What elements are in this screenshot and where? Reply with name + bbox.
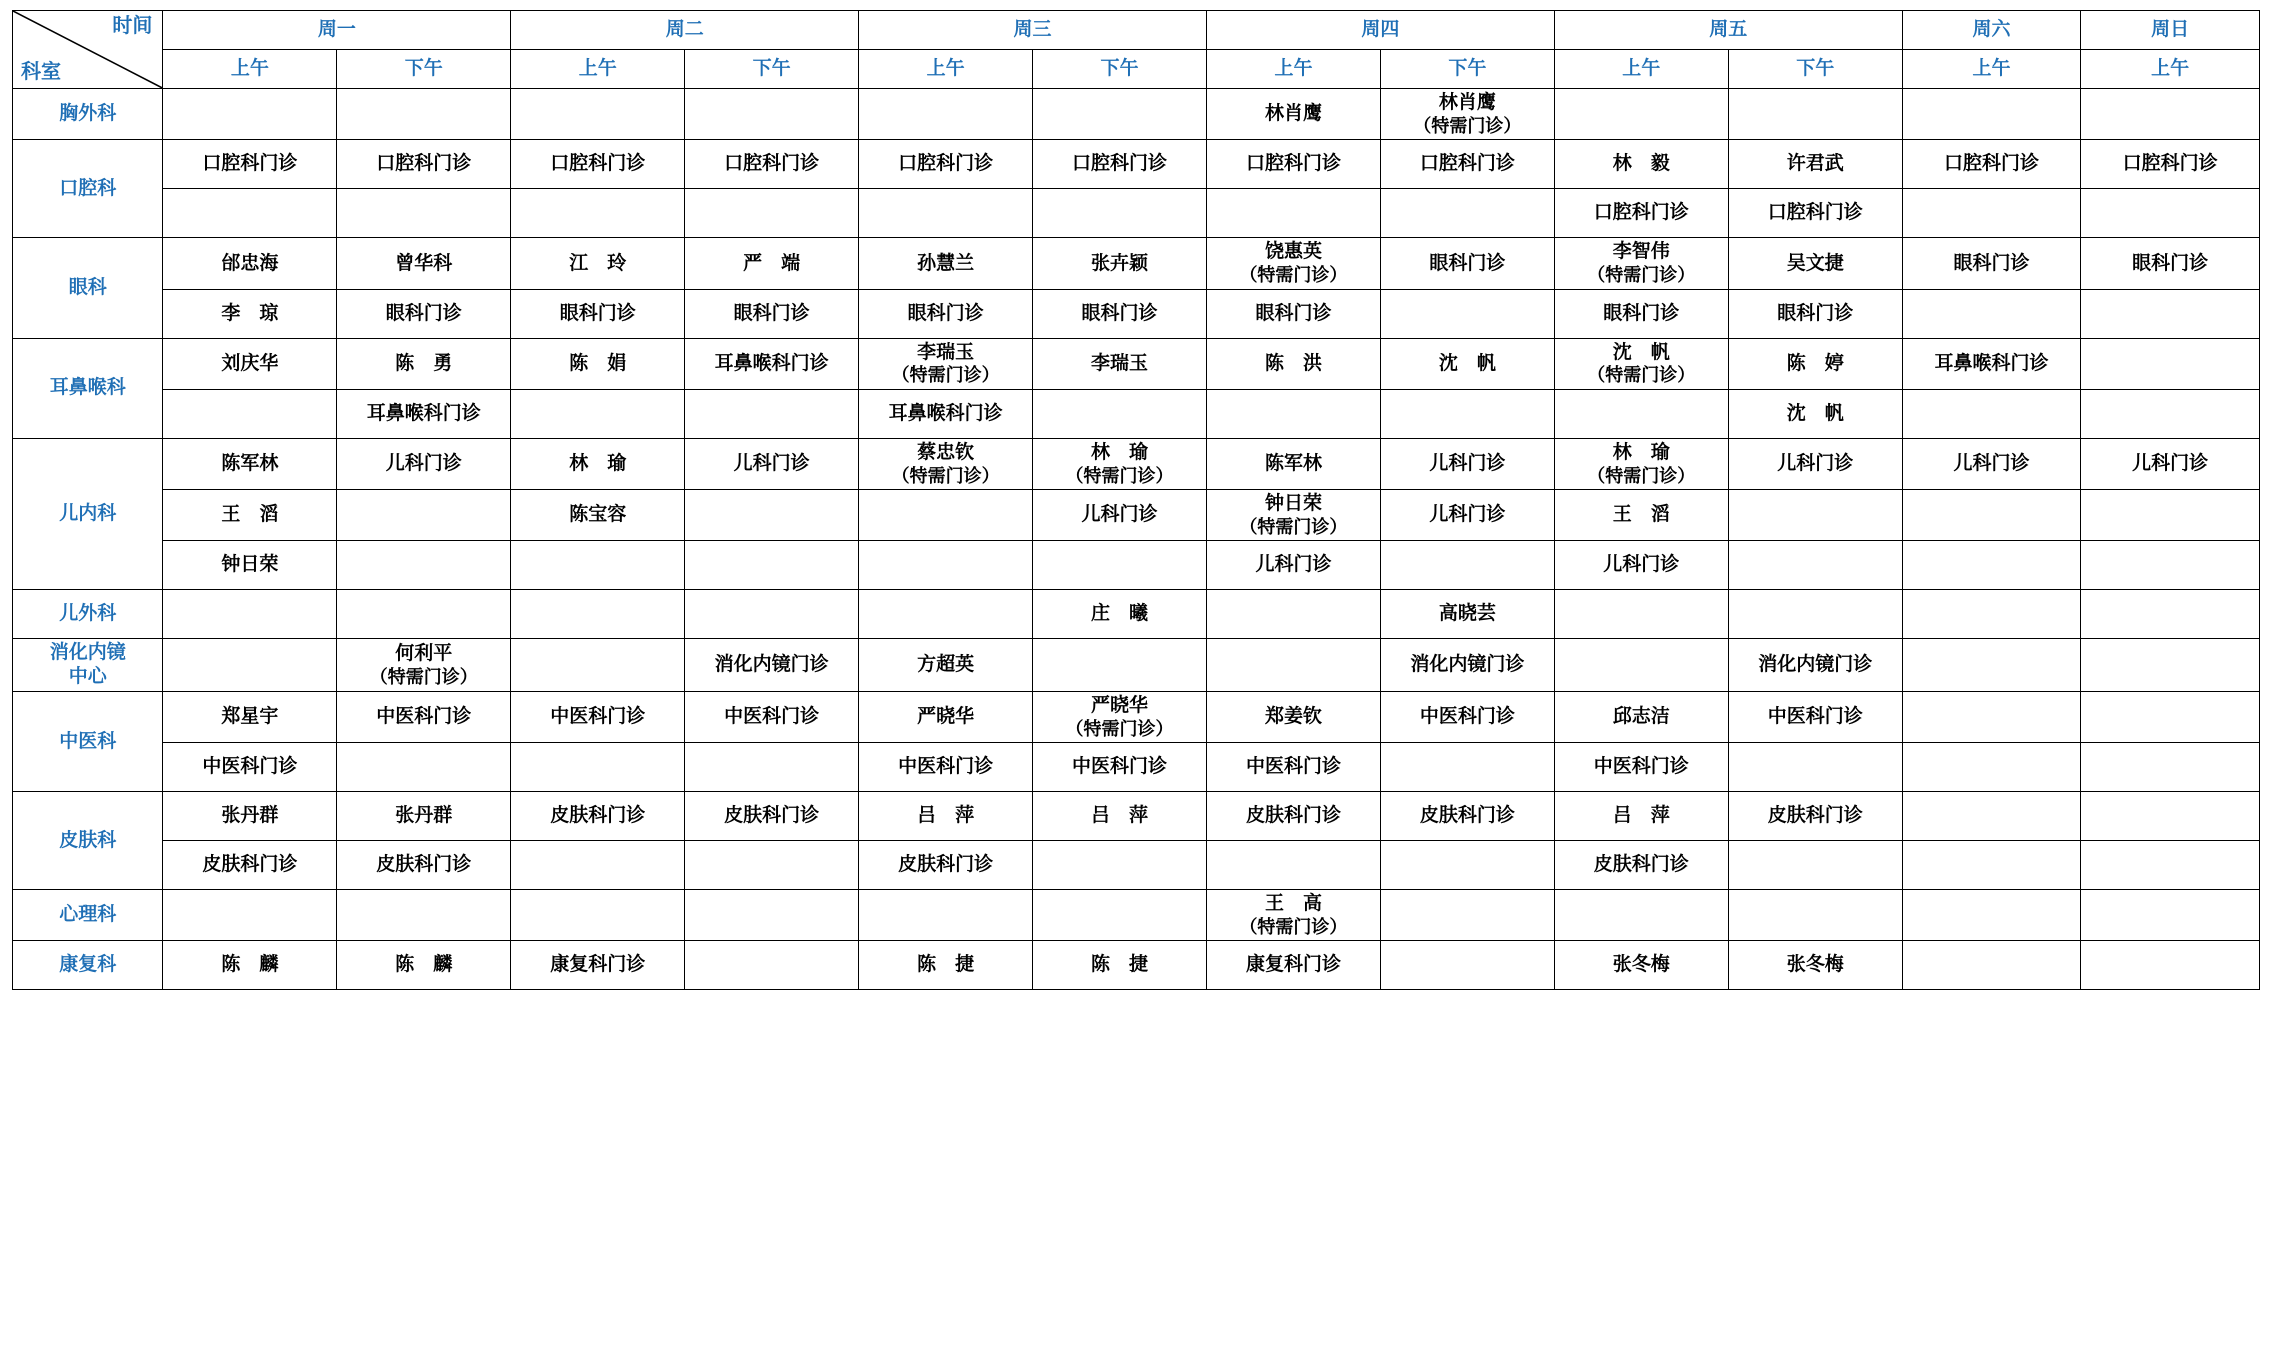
schedule-cell xyxy=(1033,841,1207,890)
schedule-cell: 耳鼻喉科门诊 xyxy=(685,338,859,389)
schedule-cell: 曾华科 xyxy=(337,238,511,289)
day-header-wednesday: 周三 xyxy=(859,11,1207,50)
schedule-cell: 陈 麟 xyxy=(337,941,511,990)
schedule-cell xyxy=(1728,89,1902,140)
schedule-cell xyxy=(1902,841,2081,890)
schedule-cell xyxy=(1380,541,1554,590)
slot-header-mon-pm: 下午 xyxy=(337,50,511,89)
schedule-cell xyxy=(859,89,1033,140)
department-name-cell: 消化内镜 中心 xyxy=(13,639,163,692)
schedule-cell: 林 毅 xyxy=(1554,140,1728,189)
schedule-cell: 皮肤科门诊 xyxy=(1380,792,1554,841)
schedule-cell: 康复科门诊 xyxy=(511,941,685,990)
schedule-cell: 口腔科门诊 xyxy=(1554,189,1728,238)
schedule-cell: 眼科门诊 xyxy=(1728,289,1902,338)
table-row xyxy=(13,140,2260,189)
schedule-cell xyxy=(511,189,685,238)
schedule-cell: 刘庆华 xyxy=(163,338,337,389)
schedule-cell: 孙慧兰 xyxy=(859,238,1033,289)
schedule-cell: 儿科门诊 xyxy=(685,438,859,489)
schedule-cell: 儿科门诊 xyxy=(1380,438,1554,489)
schedule-cell xyxy=(1554,890,1728,941)
table-row xyxy=(13,743,2260,792)
slot-header-fri-pm: 下午 xyxy=(1728,50,1902,89)
slot-header-fri-am: 上午 xyxy=(1554,50,1728,89)
schedule-cell: 口腔科门诊 xyxy=(163,140,337,189)
table-row xyxy=(13,691,2260,742)
schedule-cell: 何利平 （特需门诊） xyxy=(337,639,511,692)
schedule-cell: 钟日荣 （特需门诊） xyxy=(1206,490,1380,541)
schedule-cell: 林肖鹰 xyxy=(1206,89,1380,140)
schedule-cell: 眼科门诊 xyxy=(859,289,1033,338)
schedule-cell xyxy=(1554,639,1728,692)
schedule-cell xyxy=(163,389,337,438)
schedule-cell: 耳鼻喉科门诊 xyxy=(1902,338,2081,389)
schedule-cell xyxy=(1380,941,1554,990)
time-axis-label: 时间 xyxy=(112,15,153,37)
schedule-cell: 皮肤科门诊 xyxy=(511,792,685,841)
schedule-cell xyxy=(1380,743,1554,792)
schedule-cell xyxy=(337,743,511,792)
table-header xyxy=(13,11,2260,89)
schedule-cell xyxy=(859,890,1033,941)
schedule-cell xyxy=(685,743,859,792)
schedule-cell: 陈宝容 xyxy=(511,490,685,541)
schedule-cell: 儿科门诊 xyxy=(1554,541,1728,590)
schedule-cell: 中医科门诊 xyxy=(1380,691,1554,742)
schedule-cell xyxy=(685,941,859,990)
schedule-cell xyxy=(1902,490,2081,541)
schedule-cell xyxy=(2081,890,2260,941)
schedule-cell xyxy=(2081,792,2260,841)
schedule-cell xyxy=(1554,590,1728,639)
schedule-cell: 口腔科门诊 xyxy=(1902,140,2081,189)
schedule-cell: 消化内镜门诊 xyxy=(1380,639,1554,692)
schedule-cell: 口腔科门诊 xyxy=(859,140,1033,189)
schedule-cell xyxy=(1728,490,1902,541)
schedule-cell: 中医科门诊 xyxy=(1554,743,1728,792)
slot-header-wed-am: 上午 xyxy=(859,50,1033,89)
schedule-cell xyxy=(1902,541,2081,590)
schedule-cell xyxy=(1728,541,1902,590)
schedule-cell xyxy=(511,743,685,792)
schedule-cell xyxy=(685,389,859,438)
schedule-cell: 眼科门诊 xyxy=(337,289,511,338)
schedule-cell xyxy=(2081,541,2260,590)
schedule-cell xyxy=(163,890,337,941)
schedule-cell: 陈 捷 xyxy=(1033,941,1207,990)
schedule-cell: 皮肤科门诊 xyxy=(1728,792,1902,841)
department-axis-label: 科室 xyxy=(21,61,61,83)
slot-header-tue-pm: 下午 xyxy=(685,50,859,89)
schedule-cell xyxy=(337,89,511,140)
schedule-cell xyxy=(163,590,337,639)
schedule-cell xyxy=(1728,590,1902,639)
department-name-cell: 心理科 xyxy=(13,890,163,941)
table-row xyxy=(13,941,2260,990)
schedule-cell xyxy=(511,841,685,890)
schedule-cell xyxy=(1902,743,2081,792)
table-row xyxy=(13,189,2260,238)
schedule-cell: 口腔科门诊 xyxy=(337,140,511,189)
schedule-cell: 钟日荣 xyxy=(163,541,337,590)
schedule-cell: 吕 萍 xyxy=(1033,792,1207,841)
slot-header-thu-am: 上午 xyxy=(1206,50,1380,89)
schedule-cell xyxy=(1554,89,1728,140)
schedule-cell: 皮肤科门诊 xyxy=(685,792,859,841)
schedule-cell: 口腔科门诊 xyxy=(1206,140,1380,189)
schedule-cell xyxy=(337,541,511,590)
schedule-cell: 林 瑜 （特需门诊） xyxy=(1033,438,1207,489)
schedule-cell: 耳鼻喉科门诊 xyxy=(859,389,1033,438)
schedule-cell: 皮肤科门诊 xyxy=(337,841,511,890)
schedule-cell xyxy=(1033,189,1207,238)
schedule-cell xyxy=(685,541,859,590)
schedule-cell: 陈军林 xyxy=(1206,438,1380,489)
schedule-cell: 吴文捷 xyxy=(1728,238,1902,289)
header-row-days xyxy=(13,11,2260,50)
table-row xyxy=(13,289,2260,338)
schedule-cell xyxy=(1902,289,2081,338)
schedule-cell: 眼科门诊 xyxy=(2081,238,2260,289)
schedule-cell xyxy=(685,841,859,890)
schedule-cell xyxy=(859,490,1033,541)
schedule-cell: 眼科门诊 xyxy=(511,289,685,338)
schedule-cell: 王 高 （特需门诊） xyxy=(1206,890,1380,941)
schedule-cell: 口腔科门诊 xyxy=(511,140,685,189)
schedule-cell xyxy=(1033,389,1207,438)
schedule-cell xyxy=(2081,189,2260,238)
schedule-cell: 耳鼻喉科门诊 xyxy=(337,389,511,438)
day-header-saturday: 周六 xyxy=(1902,11,2081,50)
schedule-cell: 李 琼 xyxy=(163,289,337,338)
schedule-cell: 邱志洁 xyxy=(1554,691,1728,742)
schedule-cell: 皮肤科门诊 xyxy=(859,841,1033,890)
department-name-cell: 耳鼻喉科 xyxy=(13,338,163,438)
schedule-cell: 中医科门诊 xyxy=(1033,743,1207,792)
schedule-cell: 儿科门诊 xyxy=(337,438,511,489)
schedule-cell xyxy=(511,89,685,140)
schedule-cell: 严晓华 （特需门诊） xyxy=(1033,691,1207,742)
schedule-cell xyxy=(2081,590,2260,639)
schedule-cell: 眼科门诊 xyxy=(1554,289,1728,338)
table-row xyxy=(13,238,2260,289)
schedule-cell xyxy=(337,490,511,541)
slot-header-sat-am: 上午 xyxy=(1902,50,2081,89)
schedule-cell xyxy=(1206,841,1380,890)
schedule-cell: 林肖鹰 （特需门诊） xyxy=(1380,89,1554,140)
schedule-cell: 林 瑜 xyxy=(511,438,685,489)
slot-header-thu-pm: 下午 xyxy=(1380,50,1554,89)
schedule-cell xyxy=(2081,941,2260,990)
schedule-cell: 邰忠海 xyxy=(163,238,337,289)
table-row xyxy=(13,792,2260,841)
schedule-cell: 方超英 xyxy=(859,639,1033,692)
department-name-cell: 康复科 xyxy=(13,941,163,990)
schedule-cell: 张卉颖 xyxy=(1033,238,1207,289)
schedule-cell: 陈 婷 xyxy=(1728,338,1902,389)
schedule-cell xyxy=(1902,691,2081,742)
schedule-cell xyxy=(2081,841,2260,890)
schedule-cell: 吕 萍 xyxy=(859,792,1033,841)
schedule-cell xyxy=(685,590,859,639)
schedule-cell: 中医科门诊 xyxy=(337,691,511,742)
schedule-cell: 许君武 xyxy=(1728,140,1902,189)
corner-header-cell xyxy=(13,11,163,89)
schedule-cell xyxy=(1728,841,1902,890)
schedule-cell xyxy=(511,590,685,639)
day-header-sunday: 周日 xyxy=(2081,11,2260,50)
department-name-cell: 胸外科 xyxy=(13,89,163,140)
schedule-cell: 儿科门诊 xyxy=(1902,438,2081,489)
schedule-cell xyxy=(1902,639,2081,692)
schedule-cell xyxy=(2081,691,2260,742)
table-row xyxy=(13,590,2260,639)
schedule-cell: 口腔科门诊 xyxy=(1033,140,1207,189)
schedule-cell: 严 端 xyxy=(685,238,859,289)
schedule-cell xyxy=(1902,189,2081,238)
schedule-cell xyxy=(2081,338,2260,389)
schedule-cell: 中医科门诊 xyxy=(859,743,1033,792)
schedule-cell: 消化内镜门诊 xyxy=(685,639,859,692)
schedule-cell xyxy=(511,541,685,590)
schedule-cell: 儿科门诊 xyxy=(1033,490,1207,541)
schedule-cell xyxy=(163,89,337,140)
schedule-cell xyxy=(337,890,511,941)
schedule-cell xyxy=(1380,890,1554,941)
schedule-cell xyxy=(1206,590,1380,639)
department-name-cell: 口腔科 xyxy=(13,140,163,238)
department-name-cell: 儿外科 xyxy=(13,590,163,639)
schedule-cell: 王 滔 xyxy=(1554,490,1728,541)
schedule-cell xyxy=(685,89,859,140)
schedule-cell: 陈 勇 xyxy=(337,338,511,389)
schedule-cell: 皮肤科门诊 xyxy=(1206,792,1380,841)
schedule-cell: 李瑞玉 （特需门诊） xyxy=(859,338,1033,389)
schedule-cell: 林 瑜 （特需门诊） xyxy=(1554,438,1728,489)
schedule-cell: 眼科门诊 xyxy=(685,289,859,338)
schedule-cell: 张丹群 xyxy=(337,792,511,841)
schedule-cell xyxy=(1380,389,1554,438)
schedule-cell xyxy=(685,490,859,541)
schedule-cell: 庄 曦 xyxy=(1033,590,1207,639)
table-row xyxy=(13,639,2260,692)
department-name-cell: 皮肤科 xyxy=(13,792,163,890)
schedule-cell xyxy=(2081,490,2260,541)
department-name-cell: 中医科 xyxy=(13,691,163,791)
table-row xyxy=(13,438,2260,489)
schedule-cell: 儿科门诊 xyxy=(2081,438,2260,489)
day-header-thursday: 周四 xyxy=(1206,11,1554,50)
schedule-cell xyxy=(337,189,511,238)
schedule-cell: 严晓华 xyxy=(859,691,1033,742)
schedule-cell: 口腔科门诊 xyxy=(2081,140,2260,189)
schedule-cell xyxy=(1554,389,1728,438)
schedule-cell: 蔡忠钦 （特需门诊） xyxy=(859,438,1033,489)
table-body xyxy=(13,89,2260,990)
slot-header-wed-pm: 下午 xyxy=(1033,50,1207,89)
schedule-cell xyxy=(2081,289,2260,338)
schedule-cell xyxy=(685,189,859,238)
schedule-cell: 陈 娟 xyxy=(511,338,685,389)
schedule-cell: 吕 萍 xyxy=(1554,792,1728,841)
schedule-cell: 眼科门诊 xyxy=(1206,289,1380,338)
schedule-cell: 沈 帆 xyxy=(1380,338,1554,389)
schedule-cell xyxy=(1902,792,2081,841)
schedule-cell: 张冬梅 xyxy=(1554,941,1728,990)
schedule-cell xyxy=(1206,189,1380,238)
schedule-cell: 郑姜钦 xyxy=(1206,691,1380,742)
schedule-cell xyxy=(1380,841,1554,890)
schedule-cell xyxy=(1902,590,2081,639)
table-row xyxy=(13,89,2260,140)
schedule-cell xyxy=(1380,189,1554,238)
slot-header-sun-am: 上午 xyxy=(2081,50,2260,89)
schedule-cell: 康复科门诊 xyxy=(1206,941,1380,990)
schedule-cell: 儿科门诊 xyxy=(1206,541,1380,590)
schedule-cell: 中医科门诊 xyxy=(163,743,337,792)
day-header-monday: 周一 xyxy=(163,11,511,50)
day-header-friday: 周五 xyxy=(1554,11,1902,50)
schedule-cell: 李瑞玉 xyxy=(1033,338,1207,389)
table-row xyxy=(13,389,2260,438)
schedule-cell xyxy=(1206,389,1380,438)
schedule-cell: 李智伟 （特需门诊） xyxy=(1554,238,1728,289)
schedule-cell xyxy=(1033,541,1207,590)
schedule-cell: 中医科门诊 xyxy=(511,691,685,742)
schedule-cell: 儿科门诊 xyxy=(1380,490,1554,541)
schedule-cell xyxy=(511,890,685,941)
schedule-cell: 郑星宇 xyxy=(163,691,337,742)
slot-header-mon-am: 上午 xyxy=(163,50,337,89)
schedule-cell xyxy=(1033,89,1207,140)
schedule-cell: 皮肤科门诊 xyxy=(1554,841,1728,890)
schedule-cell: 口腔科门诊 xyxy=(685,140,859,189)
table-row xyxy=(13,890,2260,941)
schedule-cell xyxy=(511,639,685,692)
slot-header-tue-am: 上午 xyxy=(511,50,685,89)
schedule-cell: 陈 麟 xyxy=(163,941,337,990)
schedule-cell: 张丹群 xyxy=(163,792,337,841)
schedule-cell: 口腔科门诊 xyxy=(1380,140,1554,189)
schedule-cell: 中医科门诊 xyxy=(1206,743,1380,792)
table-row xyxy=(13,541,2260,590)
schedule-cell: 沈 帆 （特需门诊） xyxy=(1554,338,1728,389)
schedule-cell: 中医科门诊 xyxy=(685,691,859,742)
schedule-cell xyxy=(2081,389,2260,438)
schedule-cell: 中医科门诊 xyxy=(1728,691,1902,742)
schedule-cell xyxy=(2081,89,2260,140)
schedule-cell: 陈 捷 xyxy=(859,941,1033,990)
schedule-cell xyxy=(163,189,337,238)
schedule-cell xyxy=(1380,289,1554,338)
table-row xyxy=(13,490,2260,541)
schedule-cell xyxy=(163,639,337,692)
schedule-cell: 眼科门诊 xyxy=(1033,289,1207,338)
schedule-cell xyxy=(1728,743,1902,792)
schedule-cell xyxy=(1728,890,1902,941)
schedule-cell: 陈军林 xyxy=(163,438,337,489)
table-row xyxy=(13,841,2260,890)
schedule-cell xyxy=(2081,639,2260,692)
schedule-cell: 江 玲 xyxy=(511,238,685,289)
schedule-cell xyxy=(1902,941,2081,990)
schedule-cell xyxy=(2081,743,2260,792)
department-name-cell: 儿内科 xyxy=(13,438,163,590)
schedule-cell: 张冬梅 xyxy=(1728,941,1902,990)
schedule-cell: 眼科门诊 xyxy=(1902,238,2081,289)
header-row-slots xyxy=(13,50,2260,89)
schedule-cell xyxy=(859,189,1033,238)
table-row xyxy=(13,338,2260,389)
schedule-cell: 儿科门诊 xyxy=(1728,438,1902,489)
schedule-cell xyxy=(685,890,859,941)
schedule-cell xyxy=(1902,89,2081,140)
schedule-cell xyxy=(859,541,1033,590)
schedule-cell xyxy=(1033,890,1207,941)
schedule-cell xyxy=(859,590,1033,639)
schedule-cell: 饶惠英 （特需门诊） xyxy=(1206,238,1380,289)
schedule-cell xyxy=(1902,890,2081,941)
schedule-cell xyxy=(1206,639,1380,692)
schedule-cell xyxy=(1033,639,1207,692)
schedule-cell: 消化内镜门诊 xyxy=(1728,639,1902,692)
schedule-cell: 口腔科门诊 xyxy=(1728,189,1902,238)
schedule-cell: 皮肤科门诊 xyxy=(163,841,337,890)
outpatient-schedule-table xyxy=(12,10,2260,990)
day-header-tuesday: 周二 xyxy=(511,11,859,50)
schedule-cell: 陈 洪 xyxy=(1206,338,1380,389)
schedule-cell: 沈 帆 xyxy=(1728,389,1902,438)
department-name-cell: 眼科 xyxy=(13,238,163,338)
schedule-cell xyxy=(511,389,685,438)
schedule-cell: 眼科门诊 xyxy=(1380,238,1554,289)
schedule-cell: 王 滔 xyxy=(163,490,337,541)
schedule-cell xyxy=(1902,389,2081,438)
schedule-cell: 高晓芸 xyxy=(1380,590,1554,639)
schedule-cell xyxy=(337,590,511,639)
